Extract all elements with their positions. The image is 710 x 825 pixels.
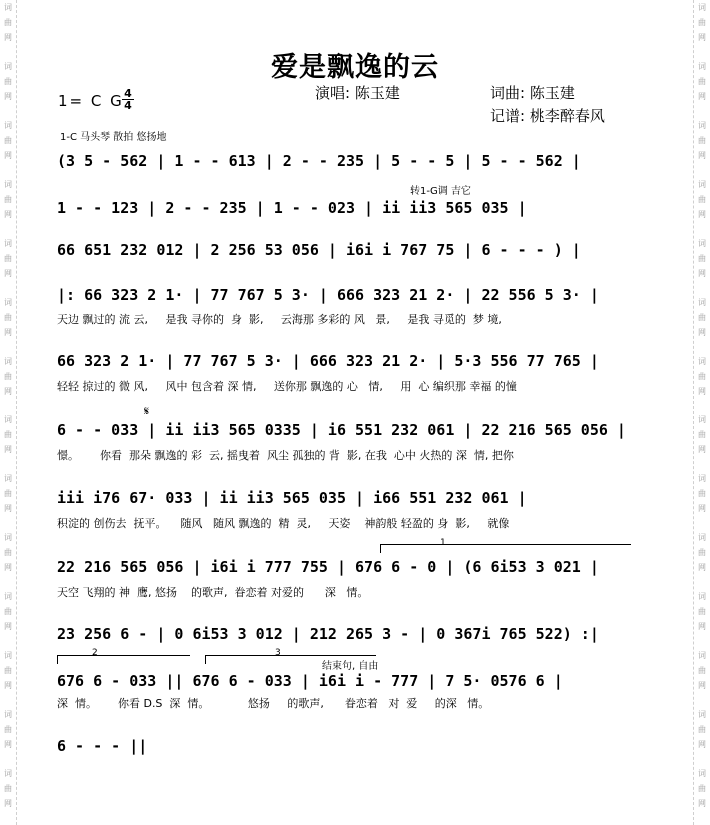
- watermark-char: 曲: [4, 253, 12, 263]
- watermark-char: 网: [4, 268, 12, 278]
- watermark-char: 网: [4, 504, 12, 514]
- watermark-char: 网: [698, 150, 706, 160]
- watermark-char: 词: [698, 474, 706, 484]
- watermark-char: 网: [698, 504, 706, 514]
- watermark-char: 网: [4, 622, 12, 632]
- watermark-char: 词: [698, 3, 706, 12]
- volta-number-2: 2: [92, 648, 98, 658]
- watermark-char: 曲: [4, 371, 12, 381]
- watermark-char: 词: [698, 179, 706, 189]
- watermark-char: 词: [698, 592, 706, 602]
- watermark-char: 网: [4, 209, 12, 219]
- watermark-char: 词: [4, 710, 12, 720]
- lyric-line-6: 憬。 你看 那朵 飘逸的 彩 云, 摇曳着 风尘 孤独的 背 影, 在我 心中 火热的 深 情, 把你: [57, 449, 514, 462]
- watermark-char: 网: [4, 681, 12, 691]
- watermark-char: 曲: [698, 430, 706, 440]
- lyric-line-10: 深 情。 你看 D.S 深 情。 悠扬 的歌声, 眷恋着 对 爱 的深 情。: [57, 697, 490, 710]
- watermark-char: 网: [698, 798, 706, 808]
- watermark-char: 曲: [4, 312, 12, 322]
- score-line-11: 6 - - - ||: [57, 737, 148, 755]
- volta-bracket-3: [205, 655, 376, 664]
- watermark-char: 曲: [4, 76, 12, 86]
- lyric-line-5: 轻轻 掠过的 微 风, 风中 包含着 深 情, 送你那 飘逸的 心 情, 用 心 编织那 幸福 的憧: [57, 380, 517, 393]
- volta-bracket-1: [380, 544, 631, 553]
- watermark-char: 曲: [698, 489, 706, 499]
- watermark-char: 网: [4, 445, 12, 455]
- watermark-char: 曲: [698, 135, 706, 145]
- watermark-char: 网: [4, 798, 12, 808]
- watermark-char: 词: [698, 768, 706, 778]
- watermark-char: 曲: [698, 253, 706, 263]
- score-line-6: 6 - - 033 | ii ii3 565 0335 | i6 551 232 061 | 22 216 565 056 |: [57, 421, 626, 439]
- watermark-char: 词: [4, 120, 12, 130]
- watermark-char: 曲: [698, 76, 706, 86]
- watermark-char: 词: [698, 710, 706, 720]
- watermark-char: 曲: [4, 135, 12, 145]
- key-signature: 1= C G: [58, 92, 124, 110]
- watermark-char: 网: [4, 386, 12, 396]
- intro-tempo-note: 1-C 马头琴 散拍 悠扬地: [60, 132, 167, 143]
- segno-sign: 𝄋: [144, 404, 150, 418]
- key-change-note: 转1-G调 吉它: [410, 186, 471, 197]
- watermark-strip-left: [0, 0, 17, 825]
- score-line-8: 22 216 565 056 | i6i i 777 755 | 676 6 - 0 | (6 6i53 3 021 |: [57, 558, 599, 576]
- watermark-char: 曲: [4, 430, 12, 440]
- watermark-char: 词: [4, 651, 12, 661]
- time-signature-bottom: 4: [122, 99, 134, 111]
- watermark-char: 曲: [698, 18, 706, 27]
- watermark-char: 网: [698, 209, 706, 219]
- volta-bracket-2: [57, 655, 190, 664]
- lyric-line-8: 天空 飞翔的 神 鹰, 悠扬 的歌声, 眷恋着 对爱的 深 情。: [57, 586, 369, 599]
- watermark-char: 网: [698, 327, 706, 337]
- lyric-line-4: 天边 飘过的 流 云, 是我 寻你的 身 影, 云海那 多彩的 风 景, 是我 寻觅的 梦 境,: [57, 313, 502, 326]
- watermark-char: 词: [4, 238, 12, 248]
- score-line-9: 23 256 6 - | 0 6i53 3 012 | 212 265 3 - | 0 367i 765 522) :|: [57, 625, 599, 643]
- watermark-strip-right: [693, 0, 710, 825]
- watermark-char: 网: [698, 563, 706, 573]
- time-signature: [122, 88, 134, 111]
- watermark-char: 词: [4, 415, 12, 425]
- score-line-2: 1 - - 123 | 2 - - 235 | 1 - - 023 | ii ii3 565 035 |: [57, 199, 527, 217]
- watermark-char: 词: [4, 768, 12, 778]
- watermark-char: 词: [4, 533, 12, 543]
- transcriber-credit: 记谱: 桃李醉春风: [490, 107, 605, 125]
- watermark-char: 网: [4, 91, 12, 101]
- time-signature-top: 4: [124, 87, 132, 100]
- watermark-char: 词: [4, 179, 12, 189]
- watermark-char: 曲: [4, 607, 12, 617]
- watermark-char: 曲: [4, 666, 12, 676]
- watermark-char: 词: [4, 297, 12, 307]
- watermark-char: 词: [4, 3, 12, 12]
- ending-note: 结束句, 自由: [322, 661, 379, 672]
- watermark-char: 词: [698, 238, 706, 248]
- watermark-char: 曲: [4, 489, 12, 499]
- watermark-char: 网: [4, 150, 12, 160]
- watermark-char: 词: [698, 651, 706, 661]
- watermark-char: 网: [698, 91, 706, 101]
- watermark-char: 曲: [4, 783, 12, 793]
- watermark-char: 词: [4, 61, 12, 71]
- watermark-char: 词: [698, 533, 706, 543]
- watermark-char: 曲: [698, 194, 706, 204]
- volta-number-3: 3: [275, 648, 281, 658]
- watermark-char: 网: [698, 268, 706, 278]
- watermark-char: 网: [4, 740, 12, 750]
- watermark-char: 曲: [4, 18, 12, 27]
- song-title: 爱是飘逸的云: [271, 52, 439, 83]
- score-line-1: (3 5 - 562 | 1 - - 613 | 2 - - 235 | 5 - - 5 | 5 - - 562 |: [57, 152, 581, 170]
- watermark-char: 曲: [698, 548, 706, 558]
- singer-credit: 演唱: 陈玉建: [315, 84, 400, 102]
- lyric-line-7: 积淀的 创伤去 抚平。 随风 随风 飘逸的 精 灵, 天姿 神韵般 轻盈的 身 影, 就像: [57, 517, 510, 530]
- lyricist-composer-credit: 词曲: 陈玉建: [490, 84, 575, 102]
- score-line-5: 66 323 2 1· | 77 767 5 3· | 666 323 21 2· | 5·3 556 77 765 |: [57, 352, 599, 370]
- score-line-10: 676 6 - 033 || 676 6 - 033 | i6i i - 777 | 7 5· 0576 6 |: [57, 672, 563, 690]
- watermark-char: 网: [698, 33, 706, 42]
- watermark-char: 曲: [4, 194, 12, 204]
- watermark-char: 曲: [698, 371, 706, 381]
- watermark-char: 曲: [4, 548, 12, 558]
- watermark-char: 词: [698, 120, 706, 130]
- watermark-char: 曲: [698, 725, 706, 735]
- watermark-char: 网: [698, 386, 706, 396]
- watermark-char: 词: [698, 297, 706, 307]
- watermark-char: 词: [4, 592, 12, 602]
- watermark-char: 词: [4, 474, 12, 484]
- watermark-char: 曲: [4, 725, 12, 735]
- watermark-char: 词: [698, 356, 706, 366]
- watermark-char: 曲: [698, 312, 706, 322]
- score-line-4: |: 66 323 2 1· | 77 767 5 3· | 666 323 21 2· | 22 556 5 3· |: [57, 286, 599, 304]
- score-line-7: iii i76 67· 033 | ii ii3 565 035 | i66 551 232 061 |: [57, 489, 527, 507]
- watermark-char: 曲: [698, 666, 706, 676]
- watermark-char: 网: [4, 33, 12, 42]
- watermark-char: 曲: [698, 607, 706, 617]
- watermark-char: 网: [4, 327, 12, 337]
- volta-number-1: 1: [440, 538, 446, 548]
- score-line-3: 66 651 232 012 | 2 256 53 056 | i6i i 767 75 | 6 - - - ) |: [57, 241, 581, 259]
- watermark-char: 词: [698, 61, 706, 71]
- watermark-char: 曲: [698, 783, 706, 793]
- watermark-char: 网: [698, 622, 706, 632]
- watermark-char: 词: [4, 356, 12, 366]
- watermark-char: 网: [698, 681, 706, 691]
- watermark-char: 网: [698, 740, 706, 750]
- watermark-char: 网: [698, 445, 706, 455]
- watermark-char: 网: [4, 563, 12, 573]
- watermark-char: 词: [698, 415, 706, 425]
